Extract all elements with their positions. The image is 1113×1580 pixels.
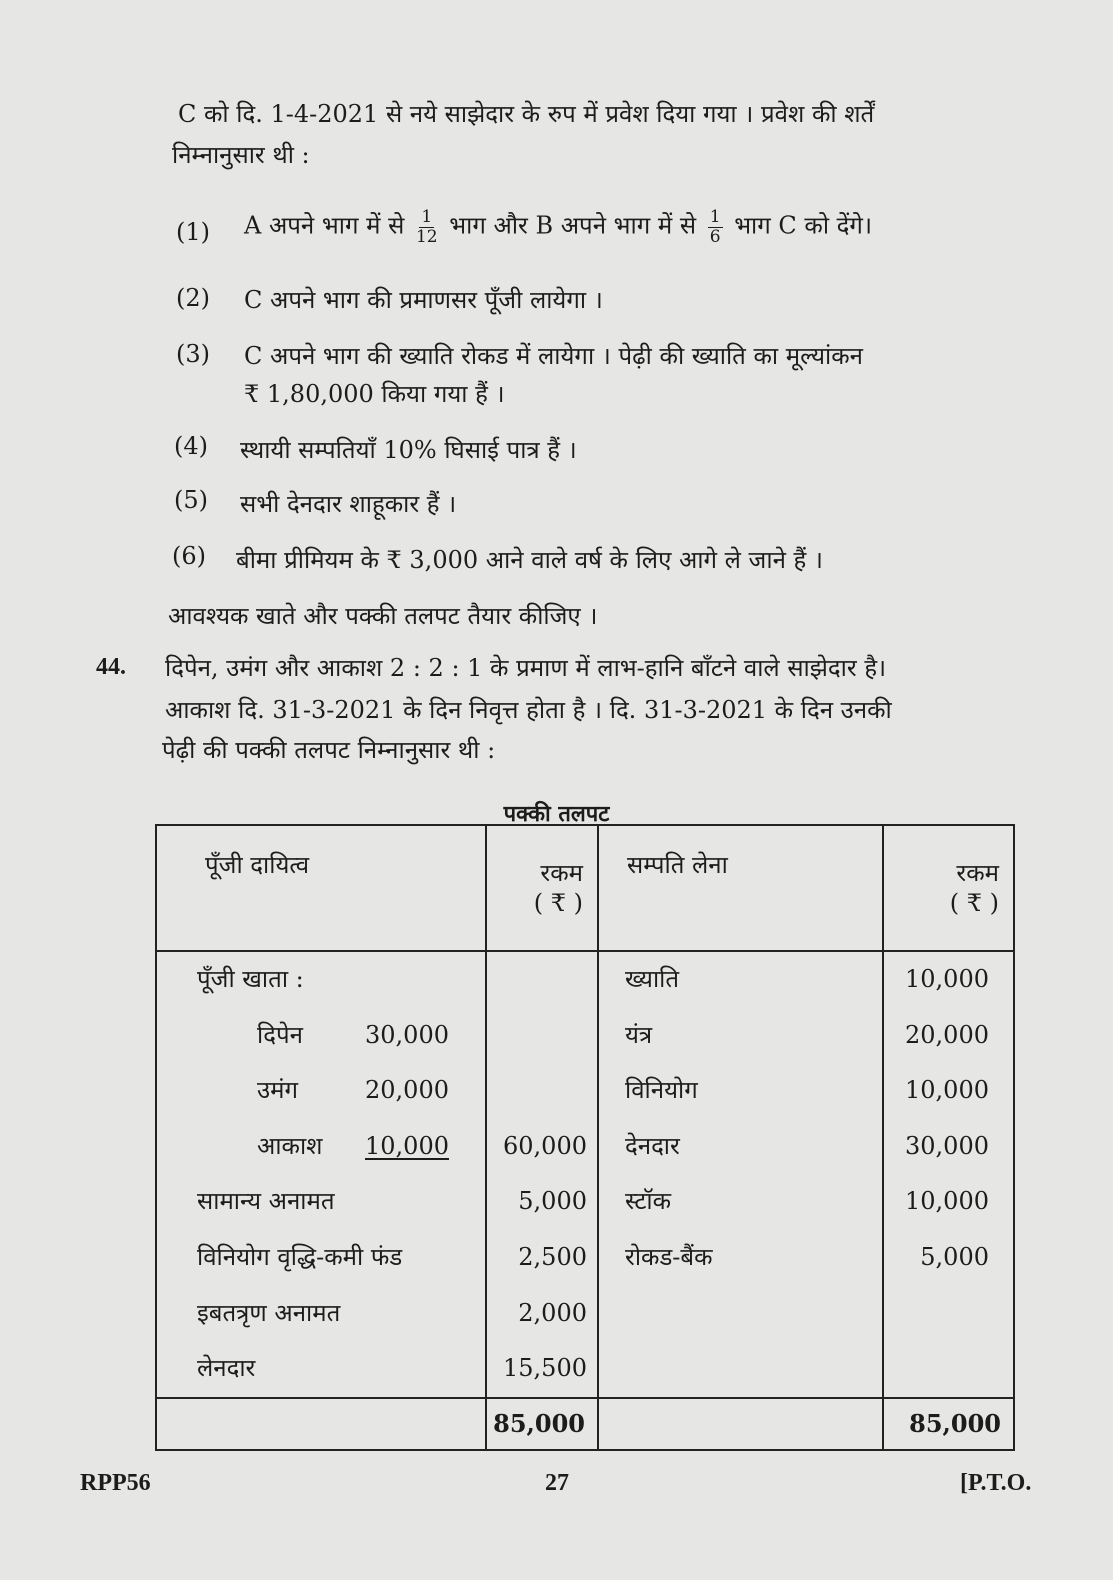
asset-amount: 10,000 (905, 1076, 989, 1105)
asset-item: रोकड-बैंक (625, 1242, 713, 1271)
header-liabilities: पूँजी दायित्व (156, 825, 486, 951)
condition-5-text: सभी देनदार शाहूकार हैं । (240, 490, 457, 518)
asset-amount: 20,000 (905, 1020, 989, 1049)
question-line-3: पेढ़ी की पक्की तलपट निम्नानुसार थी : (162, 736, 496, 764)
total-assets: 85,000 (883, 1398, 1014, 1450)
condition-1-mid: भाग और B अपने भाग में से (449, 211, 697, 240)
condition-6-number: (6) (172, 542, 206, 570)
asset-item: ख्याति (625, 965, 680, 993)
page-number: 27 (545, 1470, 569, 1496)
assets-amount-column (883, 951, 1014, 1398)
question-line-1: दिपेन, उमंग और आकाश 2 : 2 : 1 के प्रमाण में लाभ-हानि बाँटने वाले साझेदार है। (165, 654, 887, 682)
condition-2-text: C अपने भाग की प्रमाणसर पूँजी लायेगा । (244, 286, 603, 314)
question-line-2: आकाश दि. 31-3-2021 के दिन निवृत्त होता है । दि. 31-3-2021 के दिन उनकी (165, 696, 892, 724)
fraction-one-sixth: $\frac{1}{6}$ (709, 207, 721, 247)
asset-item: विनियोग (625, 1076, 698, 1105)
header-amount-right: रकम ( ₹ ) (883, 825, 1014, 951)
instruction: आवश्यक खाते और पक्की तलपट तैयार कीजिए । (168, 602, 598, 630)
asset-item: यंत्र (625, 1020, 653, 1049)
asset-amount: 10,000 (905, 1187, 989, 1216)
balance-sheet-title: पक्की तलपट (503, 801, 610, 827)
condition-3-number: (3) (176, 340, 210, 368)
header-assets: सम्पति लेना (598, 825, 883, 951)
liability-item: विनियोग वृद्धि-कमी फंड (197, 1242, 403, 1271)
liabilities-column (156, 951, 486, 1398)
liabilities-amount-column (486, 951, 598, 1398)
capital-row: दिपेन 30,000 (257, 1020, 449, 1049)
header-amount-left: रकम ( ₹ ) (486, 825, 598, 951)
condition-1-text (244, 208, 872, 246)
asset-item: देनदार (625, 1131, 680, 1160)
condition-1-pre: A अपने भाग में से (244, 211, 405, 240)
please-turn-over: [P.T.O. (960, 1470, 1032, 1496)
liability-amount: 2,500 (518, 1242, 587, 1271)
condition-1-number: (1) (176, 218, 210, 246)
condition-2-number: (2) (176, 284, 210, 312)
paper-code: RPP56 (80, 1470, 151, 1496)
totals-row (156, 1398, 1014, 1450)
condition-6-text: बीमा प्रीमियम के ₹ 3,000 आने वाले वर्ष के लिए आगे ले जाने हैं । (236, 546, 823, 574)
liability-amount: 2,000 (518, 1298, 587, 1327)
condition-3-text: C अपने भाग की ख्याति रोकड में लायेगा । पेढ़ी की ख्याति का मूल्यांकन (244, 342, 863, 370)
condition-4-text: स्थायी सम्पतियाँ 10% घिसाई पात्र हैं । (240, 436, 577, 464)
capital-total: 60,000 (503, 1131, 587, 1160)
liability-item: लेनदार (197, 1354, 256, 1383)
balance-sheet-table (155, 824, 1015, 1451)
capital-row: उमंग 20,000 (257, 1076, 449, 1105)
intro-line-2: निम्नानुसार थी : (172, 141, 310, 169)
asset-amount: 10,000 (905, 965, 989, 993)
balance-sheet-header-row (156, 825, 1014, 951)
capital-row: आकाश 10,000 (257, 1131, 449, 1160)
liability-item: सामान्य अनामत (197, 1187, 335, 1216)
liability-amount: 15,500 (503, 1354, 587, 1383)
asset-amount: 5,000 (920, 1242, 989, 1271)
asset-amount: 30,000 (905, 1131, 989, 1160)
condition-5-number: (5) (174, 486, 208, 514)
asset-item: स्टॉक (625, 1187, 672, 1216)
assets-column (598, 951, 883, 1398)
balance-sheet-body (156, 951, 1014, 1398)
liability-item: इबतत्रृण अनामत (197, 1298, 341, 1327)
question-number: 44. (96, 654, 126, 680)
intro-line-1: C को दि. 1-4-2021 से नये साझेदार के रुप में प्रवेश दिया गया । प्रवेश की शर्तें (178, 100, 875, 128)
fraction-one-twelfth: $\frac{1}{12}$ (415, 207, 438, 247)
capital-account-label: पूँजी खाता : (197, 965, 304, 993)
condition-3-text-2: ₹ 1,80,000 किया गया हैं । (244, 380, 505, 408)
liability-amount: 5,000 (518, 1187, 587, 1216)
condition-1-post: भाग C को देंगे। (734, 211, 873, 240)
total-liabilities: 85,000 (486, 1398, 598, 1450)
condition-4-number: (4) (174, 432, 208, 460)
